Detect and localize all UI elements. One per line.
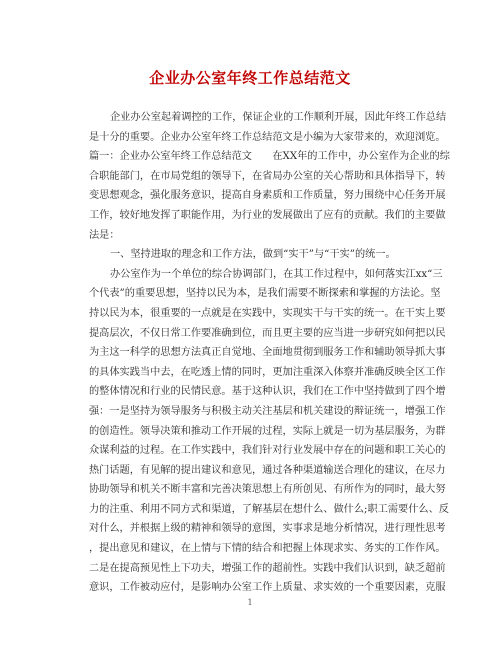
text-line: 变思想观念，强化服务意识，提高自身素质和工作质量，努力围绕中心任务开展 (89, 190, 446, 202)
page-number: 1 (247, 598, 253, 607)
text-line: 工作，较好地发挥了职能作用，为行业的发展做出了应有的贡献。我们的主要做 (89, 209, 446, 221)
text-line: 合职能部门，在市局党组的领导下，在省局办公室的关心帮助和具体指导下，转 (89, 170, 446, 182)
text-line: 的具体实践当中去，在吃透上情的同时，更加注重深入体察并准确反映全区工作 (89, 366, 446, 378)
text-line: 意识，工作被动应付，是影响办公室工作上质量、求实效的一个重要因素，克服 (89, 582, 446, 594)
text-line: ，提出意见和建议，在上情与下情的结合和把握上体现求实、务实的工作作风。 (89, 543, 446, 555)
text-line: 为主这一科学的思想方法真正自觉地、全面地贯彻到服务工作和辅助领导抓大事 (89, 347, 446, 359)
text-line: 个代表”的重要思想，坚持以民为本，是我们需要不断探索和掌握的方法论。坚 (89, 288, 441, 300)
text-line: 热门话题，有见解的提出建议和意见，通过各种渠道输送合理化的建议，在尽力 (89, 464, 446, 476)
text-line: 一、坚持进取的理念和工作方法，做到“实干”与“干实”的统一。 (110, 249, 396, 261)
text-line: 法是： (89, 229, 120, 241)
text-line: 对什么，并根据上级的精神和领导的意图，实事求是地分析情况，进行理性思考 (89, 523, 446, 535)
text-line: 力的注重、利用不同方式和渠道，了解基层在想什么、做什么;职工需要什么、反 (89, 503, 449, 515)
text-line: 二是在提高预见性上下功夫，增强工作的超前性。实践中我们认识到，缺乏超前 (89, 562, 446, 574)
document-title: 企业办公室年终工作总结范文 (149, 69, 351, 87)
text-line: 是十分的重要。企业办公室年终工作总结范文是小编为大家带来的，欢迎浏览。 (89, 131, 446, 143)
text-line: 的整体情况和行业的民情民意。基于这种认识，我们在工作中坚持做到了四个增 (89, 386, 446, 398)
text-line: 协助领导和机关不断丰富和完善决策思想上有所创见、有所作为的同时，最大努 (89, 484, 446, 496)
text-line: 企业办公室起着调控的工作，保证企业的工作顺利开展，因此年终工作总结 (110, 112, 447, 123)
text-line: 众谋利益的过程。在工作实践中，我们针对行业发展中存在的问题和职工关心的 (89, 445, 446, 457)
text-line: 办公室作为一个单位的综合协调部门，在其工作过程中，如何落实江xx“三 (110, 268, 443, 280)
text-line: 篇一：企业办公室年终工作总结范文 在XX年的工作中，办公室作为企业的综 (89, 151, 450, 163)
text-line: 持以民为本，很重要的一点就是在实践中，实现实干与干实的统一。在干实上要 (89, 307, 446, 319)
text-line: 强：一是坚持为领导服务与积极主动关注基层和机关建设的辩证统一，增强工作 (89, 405, 446, 417)
text-line: 提高层次，不仅日常工作要准确到位，而且更主要的应当进一步研究如何把以民 (89, 327, 446, 339)
document-body (89, 108, 450, 598)
text-line: 的创造性。领导决策和推动工作开展的过程，实际上就是一切为基层服务，为群 (89, 425, 446, 437)
